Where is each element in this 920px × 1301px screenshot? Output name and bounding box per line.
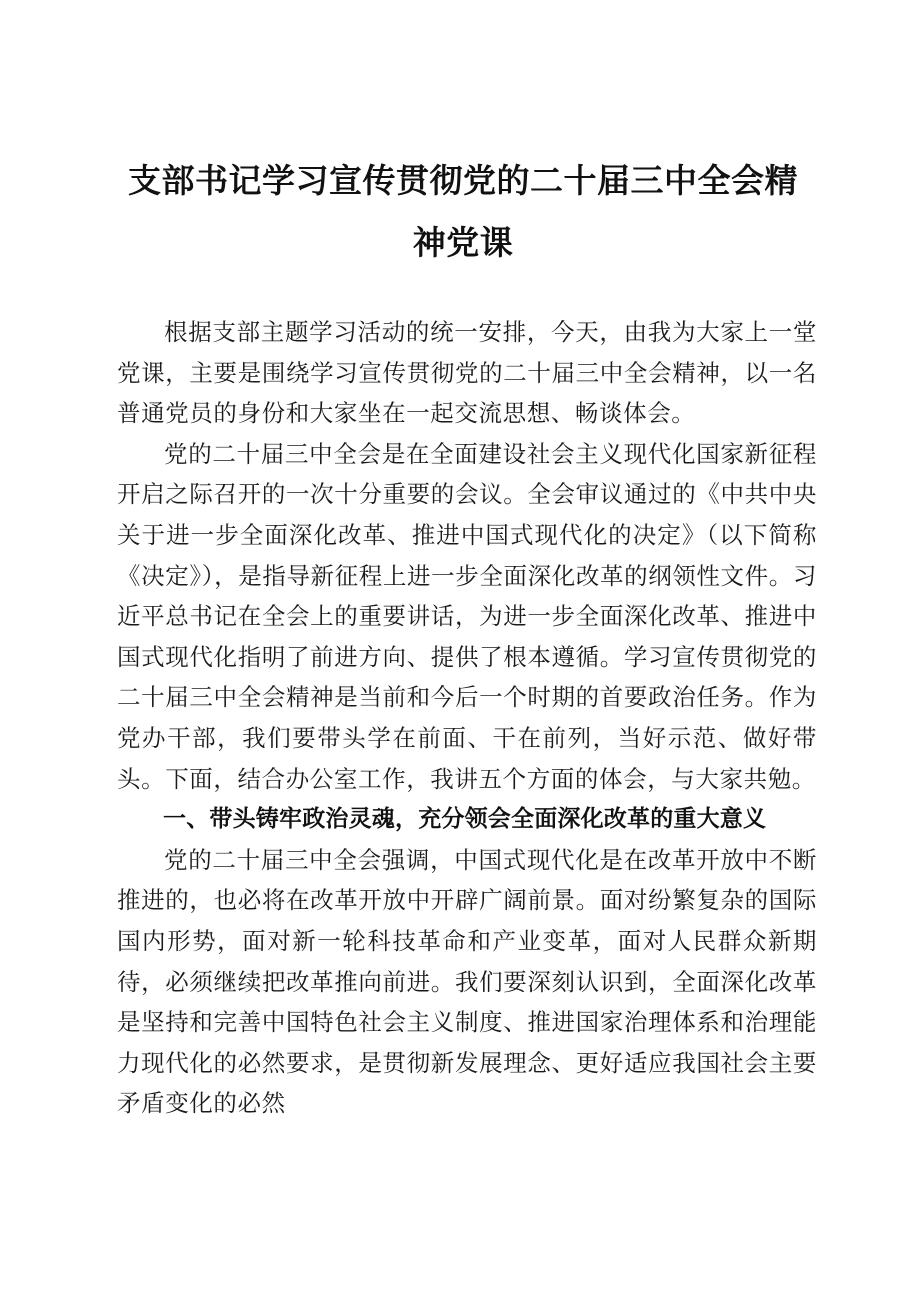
document-title: 支部书记学习宣传贯彻党的二十届三中全会精神党课 xyxy=(128,161,798,262)
document-body xyxy=(117,312,817,1124)
paragraph-section-1: 党的二十届三中全会强调，中国式现代化是在改革开放中不断推进的，也必将在改革开放中开辟广阔前景。面对纷繁复杂的国际国内形势，面对新一轮科技革命和产业变革，面对人民群众新期待，必须继续把改革推向前进。我们要深刻认识到，全面深化改革是坚持和完善中国特色社会主义制度、推进国家治理体系和治理能力现代化的必然要求，是贯彻新发展理念、更好适应我国社会主要矛盾变化的必然 xyxy=(117,845,817,1118)
paragraph-intro: 根据支部主题学习活动的统一安排，今天，由我为大家上一堂党课，主要是围绕学习宣传贯彻党的二十届三中全会精神，以一名普通党员的身份和大家坐在一起交流思想、畅谈体会。 xyxy=(117,318,817,428)
section-heading-1: 一、带头铸牢政治灵魂，充分领会全面深化改革的重大意义 xyxy=(163,806,767,833)
paragraph-plenum-overview: 党的二十届三中全会是在全面建设社会主义现代化国家新征程开启之际召开的一次十分重要的会议。全会审议通过的《中共中央关于进一步全面深化改革、推进中国式现代化的决定》（以下简称《决定》），是指导新征程上进一步全面深化改革的纲领性文件。习近平总书记在全会上的重要讲话，为进一步全面深化改革、推进中国式现代化指明了前进方向、提供了根本遵循。学习宣传贯彻党的二十届三中全会精神是当前和今后一个时期的首要政治任务。作为党办干部，我们要带头学在前面、干在前列，当好示范、做好带头。下面，结合办公室工作，我讲五个方面的体会，与大家共勉。 xyxy=(117,439,817,793)
